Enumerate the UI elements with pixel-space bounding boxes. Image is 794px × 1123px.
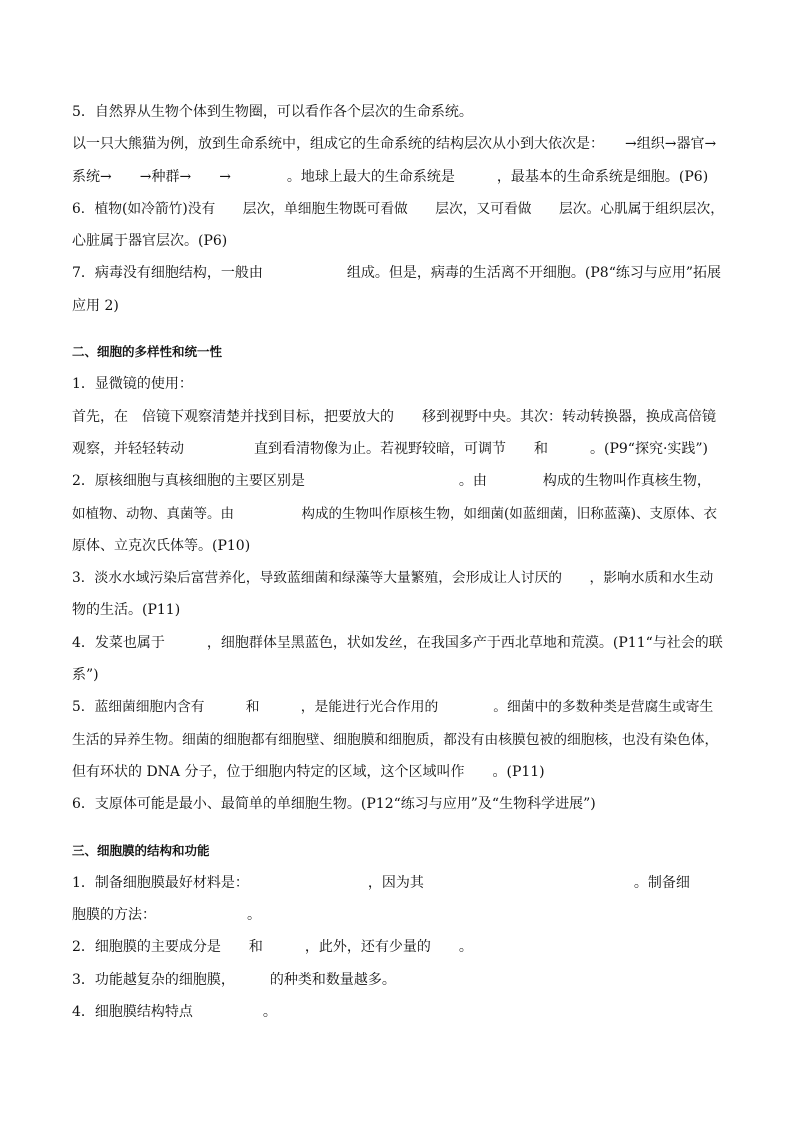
spacer: [72, 821, 724, 835]
text-line: 5．蓝细菌细胞内含有 和 ，是能进行光合作用的 。细菌中的多数种类是营腐生或寄生: [72, 699, 714, 716]
text-line: 6．植物(如冷箭竹)没有 层次，单细胞生物既可看做 层次，又可看做 层次。心肌属于组织层次，: [72, 200, 724, 217]
text-line: 首先，在 倍镜下观察清楚并找到目标，把要放大的 移到视野中央。其次：转动转换器，换成高倍镜: [72, 408, 716, 425]
section-life-systems: [72, 96, 724, 322]
text-line: 3．淡水水域污染后富营养化，导致蓝细菌和绿藻等大量繁殖，会形成让人讨厌的 ，影响水质和水生动: [72, 570, 714, 587]
text-line: 物的生活。(P11): [72, 602, 181, 619]
text-line: 如植物、动物、真菌等。由 构成的生物叫作原核生物，如细菌(如蓝细菌，旧称蓝藻)、支原体、衣: [72, 505, 718, 522]
section-heading: 三、细胞膜的结构和功能: [72, 842, 210, 858]
section-heading: 二、细胞的多样性和统一性: [72, 344, 223, 360]
section-cell-membrane: [72, 835, 724, 1029]
text-line: 系统→ →种群→ → 。地球上最大的生命系统是 ，最基本的生命系统是细胞。(P6): [72, 168, 709, 185]
section-cell-diversity: [72, 336, 724, 820]
text-line: 5．自然界从生物个体到生物圈，可以看作各个层次的生命系统。: [72, 104, 473, 120]
worksheet-page: [72, 96, 724, 1028]
text-line: 1．制备细胞膜最好材料是： ，因为其 。制备细: [72, 874, 690, 891]
text-line: 2．细胞膜的主要成分是 和 ，此外，还有少量的 。: [72, 939, 473, 956]
text-line: 胞膜的方法： 。: [72, 907, 261, 924]
text-line: 观察，并轻轻转动 直到看清物像为止。若视野较暗，可调节 和 。(P9“探究·实践”): [72, 440, 709, 457]
text-line: 4．发菜也属于 ，细胞群体呈黑蓝色，状如发丝，在我国多产于西北草地和荒漠。(P11“与社会的联: [72, 634, 723, 651]
text-line: 1．显微镜的使用：: [72, 376, 193, 393]
text-line: 7．病毒没有细胞结构，一般由 组成。但是，病毒的生活离不开细胞。(P8“练习与应用”拓展: [72, 265, 722, 282]
text-line: 3．功能越复杂的细胞膜， 的种类和数量越多。: [72, 971, 396, 988]
spacer: [72, 322, 724, 336]
text-line: 6．支原体可能是最小、最简单的单细胞生物。(P12“练习与应用”及“生物科学进展”): [72, 796, 596, 813]
text-line: 应用 2): [72, 297, 119, 314]
text-line: 生活的异养生物。细菌的细胞都有细胞壁、细胞膜和细胞质，都没有由核膜包被的细胞核，也没有染色体，: [72, 731, 719, 748]
text-line: 系”): [72, 667, 99, 684]
text-line: 心脏属于器官层次。(P6): [72, 233, 228, 250]
text-line: 4．细胞膜结构特点 。: [72, 1004, 277, 1021]
text-line: 以一只大熊猫为例，放到生命系统中，组成它的生命系统的结构层次从小到大依次是： →组织→器官→: [72, 136, 717, 153]
text-line: 原体、立克次氏体等。(P10): [72, 537, 251, 554]
text-line: 但有环状的 DNA 分子，位于细胞内特定的区域，这个区域叫作 。(P11): [72, 763, 545, 780]
text-line: 2．原核细胞与真核细胞的主要区别是 。由 构成的生物叫作真核生物，: [72, 473, 711, 490]
